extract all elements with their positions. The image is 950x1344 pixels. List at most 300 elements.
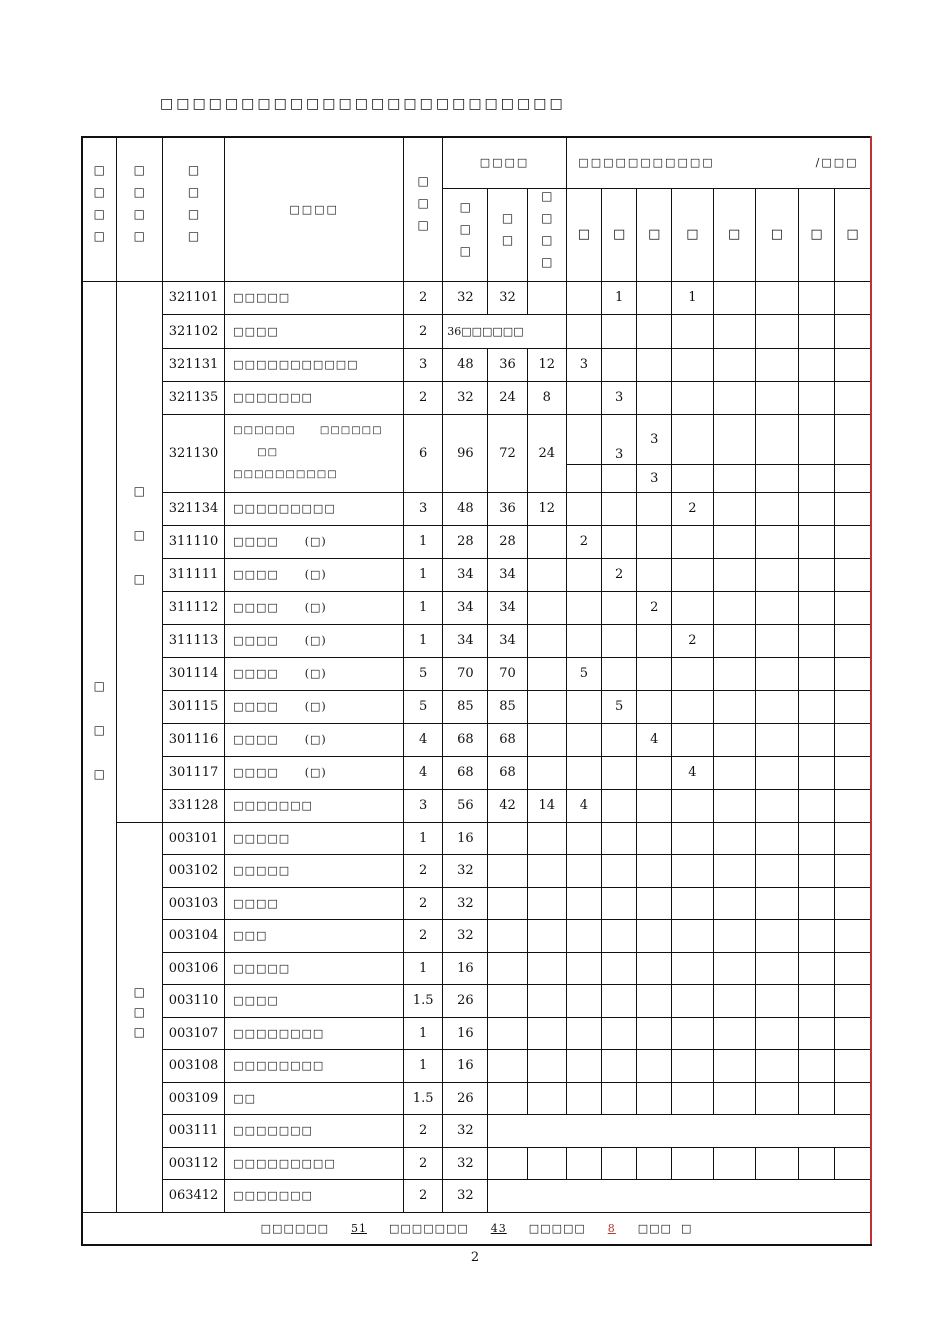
semester-cell — [713, 414, 755, 464]
table-row — [82, 1050, 871, 1083]
semester-cell — [637, 756, 672, 789]
semester-cell — [798, 985, 834, 1018]
semester-cell — [713, 952, 755, 985]
semester-cell — [566, 822, 601, 855]
table-row — [82, 985, 871, 1018]
semester-cell — [566, 920, 601, 953]
semester-cell — [637, 822, 672, 855]
practice-hours-cell — [527, 723, 566, 756]
semester-cell — [602, 525, 637, 558]
semester-cell — [713, 525, 755, 558]
semester-cell — [835, 657, 871, 690]
semester-cell — [713, 381, 755, 414]
semester-cell — [488, 952, 527, 985]
total-hours-cell: 16 — [443, 1017, 488, 1050]
credit-cell: 2 — [404, 1147, 443, 1180]
semester-cell — [798, 756, 834, 789]
course-name: □□□□ — [225, 314, 404, 348]
semester-cell — [835, 281, 871, 314]
course-name: □□□□□□□ — [225, 1115, 404, 1148]
semester-cell — [755, 281, 798, 314]
semester-cell — [755, 314, 798, 348]
semester-cell — [835, 1050, 871, 1083]
practice-hours-cell — [527, 756, 566, 789]
semester-cell — [713, 624, 755, 657]
total-hours-cell: 56 — [443, 789, 488, 822]
course-code: 063412 — [162, 1180, 224, 1213]
semester-cell — [798, 281, 834, 314]
course-name: □□□□□□□□ — [225, 1050, 404, 1083]
semester-cell — [798, 887, 834, 920]
semester-cell — [672, 381, 713, 414]
semester-cell — [755, 525, 798, 558]
course-name: □□□□ (□) — [225, 657, 404, 690]
semester-cell — [488, 822, 527, 855]
course-name: □□□□ — [225, 887, 404, 920]
semester-cell — [755, 723, 798, 756]
course-name: □□□ — [225, 920, 404, 953]
semester-cell — [566, 1050, 601, 1083]
total-hours-cell: 34 — [443, 624, 488, 657]
semester-cell — [835, 464, 871, 492]
semester-cell — [527, 952, 566, 985]
semester-cell: 2 — [602, 558, 637, 591]
summary-value-2: 43 — [490, 1221, 507, 1235]
credit-cell: 1 — [404, 822, 443, 855]
total-hours-cell: 68 — [443, 756, 488, 789]
header-category: □□□□ — [82, 137, 116, 281]
semester-cell — [566, 314, 601, 348]
semester-cell — [713, 1082, 755, 1115]
table-row — [82, 1115, 871, 1148]
semester-cell — [755, 381, 798, 414]
credit-cell: 2 — [404, 314, 443, 348]
course-code: 321135 — [162, 381, 224, 414]
semester-cell — [637, 789, 672, 822]
credit-cell: 1 — [404, 1050, 443, 1083]
semester-cell — [637, 558, 672, 591]
section-label-cell: □□□ — [82, 281, 116, 1212]
course-name: □□□□□ — [225, 822, 404, 855]
semester-cell: 5 — [566, 657, 601, 690]
semester-cell — [835, 723, 871, 756]
semester-cell — [672, 1082, 713, 1115]
semester-cell — [527, 822, 566, 855]
semester-cell — [713, 1147, 755, 1180]
summary-text: □□□□□□ 51 □□□□□□□ 43 □□□□□ 8 □□□ □ — [82, 1212, 871, 1245]
credit-cell: 3 — [404, 492, 443, 525]
semester-cell — [835, 558, 871, 591]
semester-cell — [798, 558, 834, 591]
header-course-name: □□□□ — [225, 137, 404, 281]
semester-cell — [755, 1050, 798, 1083]
semester-cell — [602, 1147, 637, 1180]
semester-cell — [672, 887, 713, 920]
total-hours-cell: 16 — [443, 822, 488, 855]
table-row — [82, 1180, 871, 1213]
semester-cell — [566, 381, 601, 414]
course-code: 301115 — [162, 690, 224, 723]
semester-cell — [755, 558, 798, 591]
course-code: 331128 — [162, 789, 224, 822]
course-code: 003104 — [162, 920, 224, 953]
semester-cell — [713, 657, 755, 690]
page-number: 2 — [470, 1250, 480, 1265]
semester-cell — [713, 464, 755, 492]
page-title: □□□□□□□□□□□□□□□□□□□□□□□□□ — [160, 96, 566, 112]
semester-cell — [755, 690, 798, 723]
total-hours-cell: 36□□□□□□ — [443, 314, 567, 348]
course-name: □□□□ (□) — [225, 690, 404, 723]
semester-cell — [713, 591, 755, 624]
practice-hours-cell: 8 — [527, 381, 566, 414]
table-row — [82, 657, 871, 690]
semester-cell — [637, 855, 672, 888]
semester-cell — [798, 624, 834, 657]
course-code: 003112 — [162, 1147, 224, 1180]
semester-cell — [755, 624, 798, 657]
credit-cell: 2 — [404, 281, 443, 314]
header-hours-practice: □□□□ — [527, 188, 566, 281]
semester-cell — [566, 985, 601, 1018]
header-semester-3: □ — [637, 188, 672, 281]
total-hours-cell: 26 — [443, 1082, 488, 1115]
semester-cell — [755, 855, 798, 888]
course-name: □□□□□□□□□ — [225, 1147, 404, 1180]
semester-cell — [566, 855, 601, 888]
credit-cell: 1 — [404, 558, 443, 591]
total-hours-cell: 34 — [443, 591, 488, 624]
course-name: □□□□ (□) — [225, 723, 404, 756]
header-semester-2: □ — [602, 188, 637, 281]
semester-cell — [755, 920, 798, 953]
semester-cell — [798, 492, 834, 525]
credit-cell: 1.5 — [404, 1082, 443, 1115]
empty-merged-cell — [488, 1180, 871, 1213]
semester-cell: 2 — [637, 591, 672, 624]
semester-cell — [637, 281, 672, 314]
semester-cell — [602, 887, 637, 920]
credit-cell: 1 — [404, 624, 443, 657]
semester-cell: 1 — [602, 281, 637, 314]
semester-cell — [637, 525, 672, 558]
practice-hours-cell — [527, 690, 566, 723]
header-hours-group: □□□□ — [443, 137, 567, 188]
course-code: 301117 — [162, 756, 224, 789]
course-name: □□□□□ — [225, 281, 404, 314]
semester-cell — [602, 789, 637, 822]
semester-cell — [672, 920, 713, 953]
semester-cell — [798, 1050, 834, 1083]
course-code: 003103 — [162, 887, 224, 920]
semester-cell — [602, 348, 637, 381]
header-semester-1: □ — [566, 188, 601, 281]
course-name: □□□□ — [225, 985, 404, 1018]
semester-cell — [672, 525, 713, 558]
semester-cell — [566, 558, 601, 591]
theory-hours-cell: 28 — [488, 525, 527, 558]
course-name: □□□□□□□ — [225, 381, 404, 414]
semester-cell: 4 — [672, 756, 713, 789]
semester-cell — [835, 591, 871, 624]
theory-hours-cell: 34 — [488, 558, 527, 591]
total-hours-cell: 85 — [443, 690, 488, 723]
semester-cell — [713, 348, 755, 381]
semester-cell — [602, 855, 637, 888]
semester-cell — [488, 855, 527, 888]
semester-cell — [755, 1147, 798, 1180]
semester-cell — [798, 381, 834, 414]
credit-cell: 1 — [404, 952, 443, 985]
semester-cell — [798, 348, 834, 381]
semester-cell — [566, 756, 601, 789]
semester-cell — [637, 1050, 672, 1083]
total-hours-cell: 16 — [443, 952, 488, 985]
course-code: 003110 — [162, 985, 224, 1018]
semester-cell — [672, 952, 713, 985]
course-code: 321134 — [162, 492, 224, 525]
table-row — [82, 281, 871, 314]
semester-cell — [835, 920, 871, 953]
course-code: 301116 — [162, 723, 224, 756]
semester-cell — [713, 887, 755, 920]
semester-cell — [566, 591, 601, 624]
semester-cell — [637, 690, 672, 723]
semester-cell — [713, 492, 755, 525]
semester-cell — [602, 464, 637, 492]
semester-cell — [798, 1017, 834, 1050]
semester-cell — [566, 952, 601, 985]
semester-cell — [835, 855, 871, 888]
semester-cell — [488, 1147, 527, 1180]
semester-cell — [672, 789, 713, 822]
semester-cell — [798, 690, 834, 723]
semester-cell — [798, 723, 834, 756]
semester-cell: 3 — [637, 414, 672, 464]
total-hours-cell: 32 — [443, 1180, 488, 1213]
semester-cell — [488, 1082, 527, 1115]
semester-cell — [672, 1050, 713, 1083]
group-label-cell: □□□ — [116, 822, 162, 1212]
semester-cell — [637, 348, 672, 381]
semester-cell — [798, 414, 834, 464]
semester-cell — [835, 1082, 871, 1115]
practice-hours-cell — [527, 657, 566, 690]
total-hours-cell: 32 — [443, 920, 488, 953]
semester-cell — [798, 952, 834, 985]
semester-cell — [835, 414, 871, 464]
semester-cell — [755, 952, 798, 985]
table-row — [82, 525, 871, 558]
table-row — [82, 1017, 871, 1050]
theory-hours-cell: 68 — [488, 756, 527, 789]
header-semester-5: □ — [713, 188, 755, 281]
semester-cell: 2 — [672, 624, 713, 657]
table-row — [82, 855, 871, 888]
semester-cell — [835, 1017, 871, 1050]
header-row — [82, 137, 871, 188]
semester-cell — [713, 1050, 755, 1083]
header-semester-group: □□□□□□□□□□□ /□□□ — [566, 137, 871, 188]
semester-cell — [713, 723, 755, 756]
semester-cell — [602, 723, 637, 756]
credit-cell: 6 — [404, 414, 443, 492]
credit-cell: 2 — [404, 887, 443, 920]
semester-cell — [713, 756, 755, 789]
total-hours-cell: 48 — [443, 348, 488, 381]
semester-cell — [798, 591, 834, 624]
theory-hours-cell: 68 — [488, 723, 527, 756]
semester-cell — [602, 952, 637, 985]
semester-cell — [602, 1017, 637, 1050]
credit-cell: 5 — [404, 657, 443, 690]
semester-cell — [755, 348, 798, 381]
semester-cell: 2 — [672, 492, 713, 525]
semester-cell — [835, 492, 871, 525]
practice-hours-cell — [527, 525, 566, 558]
table-row — [82, 1147, 871, 1180]
semester-cell — [755, 789, 798, 822]
semester-cell: 4 — [637, 723, 672, 756]
semester-cell — [637, 624, 672, 657]
semester-cell — [527, 985, 566, 1018]
course-code: 003107 — [162, 1017, 224, 1050]
table-row — [82, 1082, 871, 1115]
course-code: 321130 — [162, 414, 224, 492]
header-semester-6: □ — [755, 188, 798, 281]
course-code: 321131 — [162, 348, 224, 381]
table-row — [82, 789, 871, 822]
practice-hours-cell — [527, 558, 566, 591]
semester-cell — [566, 1017, 601, 1050]
course-name: □□□□□□ □□□□□□□□ □□□□□□□□□□ — [225, 414, 404, 492]
table-row — [82, 952, 871, 985]
semester-cell — [672, 314, 713, 348]
table-row — [82, 381, 871, 414]
semester-cell — [602, 624, 637, 657]
course-name: □□□□ (□) — [225, 558, 404, 591]
table-row — [82, 723, 871, 756]
semester-cell — [488, 887, 527, 920]
credit-cell: 2 — [404, 855, 443, 888]
table-row — [82, 887, 871, 920]
semester-cell — [602, 756, 637, 789]
semester-cell — [527, 1050, 566, 1083]
total-hours-cell: 32 — [443, 855, 488, 888]
theory-hours-cell: 36 — [488, 348, 527, 381]
table-row — [82, 558, 871, 591]
semester-cell — [672, 690, 713, 723]
total-cell: 96 — [443, 414, 488, 492]
course-name: □□□□□□□ — [225, 1180, 404, 1213]
semester-cell — [637, 1017, 672, 1050]
semester-cell — [798, 1082, 834, 1115]
semester-cell — [835, 985, 871, 1018]
table-row — [82, 492, 871, 525]
semester-cell — [672, 822, 713, 855]
semester-cell — [835, 314, 871, 348]
semester-cell: 3 — [566, 348, 601, 381]
table-row — [82, 314, 871, 348]
semester-cell — [488, 1017, 527, 1050]
course-code: 003108 — [162, 1050, 224, 1083]
practice-hours-cell: 14 — [527, 789, 566, 822]
semester-cell — [488, 920, 527, 953]
semester-cell — [637, 1147, 672, 1180]
course-name: □□□□□ — [225, 952, 404, 985]
semester-cell — [637, 920, 672, 953]
semester-cell — [835, 756, 871, 789]
semester-cell — [798, 822, 834, 855]
semester-cell — [672, 558, 713, 591]
total-hours-cell: 32 — [443, 887, 488, 920]
total-hours-cell: 70 — [443, 657, 488, 690]
semester-cell — [566, 1082, 601, 1115]
summary-value-1: 51 — [351, 1221, 368, 1235]
theory-hours-cell: 24 — [488, 381, 527, 414]
semester-cell — [672, 657, 713, 690]
total-hours-cell: 32 — [443, 281, 488, 314]
semester-cell — [602, 657, 637, 690]
theory-hours-cell: 32 — [488, 281, 527, 314]
table-row — [82, 920, 871, 953]
credit-cell: 3 — [404, 348, 443, 381]
semester-cell — [637, 381, 672, 414]
header-hours-theory: □□ — [488, 188, 527, 281]
semester-cell — [637, 492, 672, 525]
header-code: □□□□ — [162, 137, 224, 281]
course-code: 003106 — [162, 952, 224, 985]
course-name: □□ — [225, 1082, 404, 1115]
semester-cell — [798, 525, 834, 558]
total-hours-cell: 34 — [443, 558, 488, 591]
header-semester-4: □ — [672, 188, 713, 281]
theory-hours-cell: 42 — [488, 789, 527, 822]
course-name: □□□□□□□□ — [225, 1017, 404, 1050]
summary-value-3: 8 — [607, 1221, 616, 1235]
table-row — [82, 690, 871, 723]
group-label-cell: □□□ — [116, 281, 162, 822]
practice-hours-cell: 12 — [527, 492, 566, 525]
semester-cell — [672, 723, 713, 756]
semester-cell — [755, 591, 798, 624]
total-hours-cell: 28 — [443, 525, 488, 558]
course-name: □□□□ (□) — [225, 624, 404, 657]
semester-cell — [713, 789, 755, 822]
credit-cell: 5 — [404, 690, 443, 723]
course-name: □□□□□ — [225, 855, 404, 888]
course-code: 003109 — [162, 1082, 224, 1115]
semester-cell — [672, 1017, 713, 1050]
course-name: □□□□□□□□□ — [225, 492, 404, 525]
table-row — [82, 756, 871, 789]
semester-cell — [602, 1082, 637, 1115]
course-code: 311110 — [162, 525, 224, 558]
course-name: □□□□ (□) — [225, 525, 404, 558]
semester-cell — [835, 1147, 871, 1180]
semester-cell — [713, 985, 755, 1018]
semester-cell — [637, 1082, 672, 1115]
semester-cell — [798, 855, 834, 888]
theory-hours-cell: 70 — [488, 657, 527, 690]
semester-cell — [637, 985, 672, 1018]
semester-cell — [755, 464, 798, 492]
semester-cell — [566, 281, 601, 314]
credit-cell: 1 — [404, 591, 443, 624]
semester-cell — [713, 822, 755, 855]
course-code: 003102 — [162, 855, 224, 888]
semester-cell — [566, 492, 601, 525]
